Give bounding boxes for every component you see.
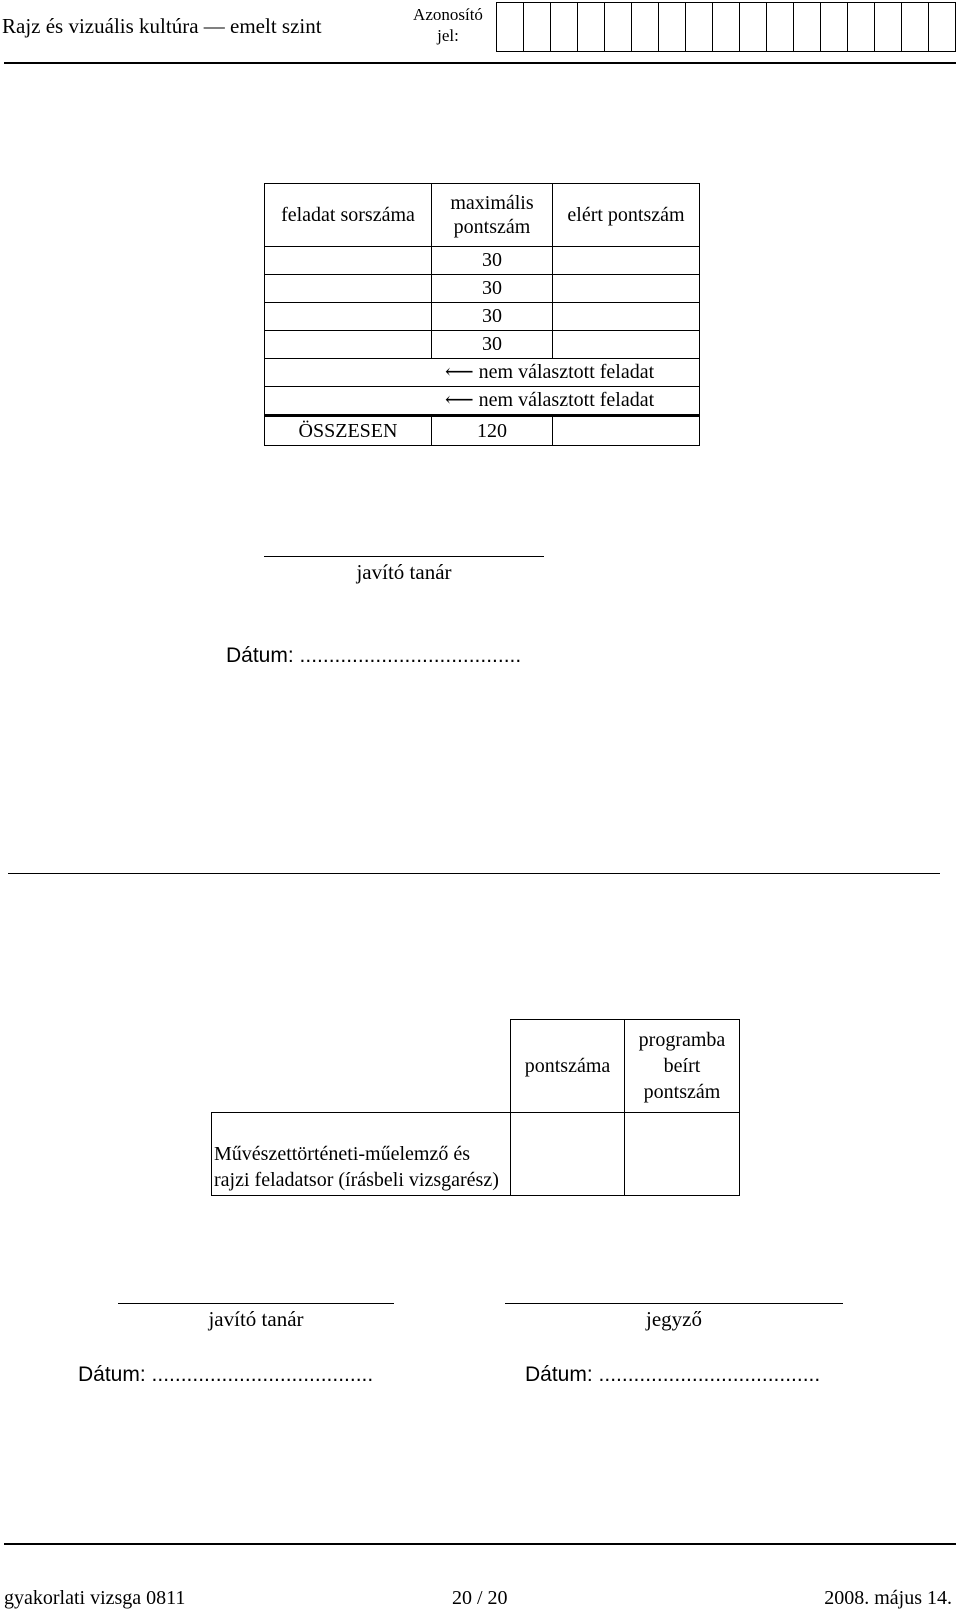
not-chosen-label: ⟵ nem választott feladat [265, 387, 700, 416]
table-row [265, 247, 700, 275]
summary-empty-corner [212, 1020, 511, 1113]
not-chosen-row [265, 359, 700, 387]
table-row [265, 303, 700, 331]
id-digit-box[interactable] [767, 3, 794, 51]
notary-label: jegyző [646, 1307, 702, 1331]
grader-signature-line-2[interactable] [118, 1303, 394, 1304]
id-digit-box[interactable] [551, 3, 578, 51]
total-label: ÖSSZESEN [265, 416, 432, 446]
summary-table [211, 1019, 740, 1196]
id-digit-box[interactable] [578, 3, 605, 51]
grader-label: javító tanár [356, 560, 452, 584]
footer-rule [4, 1543, 956, 1545]
id-digit-box[interactable] [524, 3, 551, 51]
achieved-cell[interactable] [553, 275, 700, 303]
grader-date-2: Dátum: ...................................... [78, 1363, 374, 1386]
id-digit-box[interactable] [821, 3, 848, 51]
id-digit-box[interactable] [659, 3, 686, 51]
task-cell[interactable] [265, 247, 432, 275]
summary-header-points: pontszáma [511, 1020, 625, 1113]
max-cell: 30 [432, 247, 553, 275]
max-cell: 30 [432, 331, 553, 359]
achieved-cell[interactable] [553, 331, 700, 359]
not-chosen-label: ⟵ nem választott feladat [265, 359, 700, 387]
id-input-boxes[interactable] [496, 2, 956, 52]
id-digit-box[interactable] [929, 3, 956, 51]
id-digit-box[interactable] [794, 3, 821, 51]
achieved-cell[interactable] [553, 303, 700, 331]
id-digit-box[interactable] [902, 3, 929, 51]
header-task-number: feladat sorszáma [265, 184, 432, 247]
header-max-points: maximális pontszám [432, 184, 553, 247]
max-cell: 30 [432, 303, 553, 331]
summary-row [212, 1113, 740, 1196]
id-digit-box[interactable] [713, 3, 740, 51]
task-cell[interactable] [265, 331, 432, 359]
table-row [265, 275, 700, 303]
score-table-header [265, 184, 700, 247]
not-chosen-row [265, 387, 700, 416]
grader-date: Dátum: ...................................... [226, 644, 522, 667]
id-digit-box[interactable] [848, 3, 875, 51]
grader-signature-line[interactable] [264, 556, 544, 557]
summary-points-cell[interactable] [511, 1113, 625, 1196]
notary-signature-line[interactable] [505, 1303, 843, 1304]
task-cell[interactable] [265, 303, 432, 331]
id-digit-box[interactable] [497, 3, 524, 51]
achieved-cell[interactable] [553, 247, 700, 275]
id-digit-box[interactable] [875, 3, 902, 51]
id-digit-box[interactable] [740, 3, 767, 51]
section-divider [8, 873, 940, 874]
footer-date: 2008. május 14. [824, 1587, 952, 1609]
task-cell[interactable] [265, 275, 432, 303]
summary-header-row [212, 1020, 740, 1113]
header-achieved-points: elért pontszám [553, 184, 700, 247]
summary-row-label: Művészettörténeti-műelemző és rajzi feladatsor (írásbeli vizsgarész) [212, 1113, 511, 1196]
total-max: 120 [432, 416, 553, 446]
grader-label-2: javító tanár [208, 1307, 304, 1331]
table-row [265, 331, 700, 359]
notary-date: Dátum: ...................................... [525, 1363, 821, 1386]
score-table [264, 183, 700, 446]
id-label: Azonosító jel: [413, 5, 483, 45]
footer-left: gyakorlati vizsga 0811 [4, 1587, 186, 1609]
id-digit-box[interactable] [605, 3, 632, 51]
summary-header-program: programba beírt pontszám [625, 1020, 740, 1113]
header-rule [4, 62, 956, 64]
page-number: 20 / 20 [452, 1587, 508, 1609]
header-title: Rajz és vizuális kultúra — emelt szint [2, 14, 322, 38]
id-digit-box[interactable] [632, 3, 659, 51]
max-cell: 30 [432, 275, 553, 303]
summary-program-cell[interactable] [625, 1113, 740, 1196]
total-achieved-cell[interactable] [553, 416, 700, 446]
total-row [265, 416, 700, 446]
id-digit-box[interactable] [686, 3, 713, 51]
